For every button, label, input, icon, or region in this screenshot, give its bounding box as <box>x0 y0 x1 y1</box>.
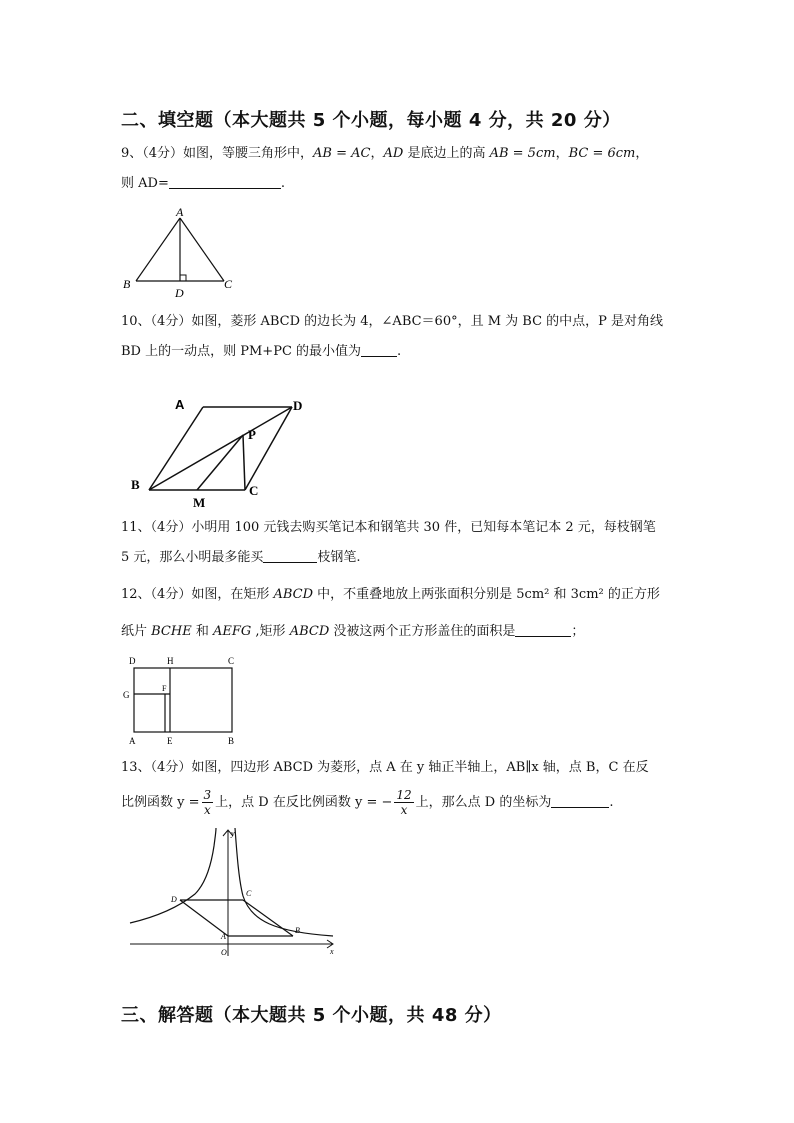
q12-label-a: A <box>129 736 136 746</box>
q10-label-m: M <box>193 495 206 510</box>
q12-text-d: 的正方形 <box>603 587 660 602</box>
q11-ask: 5 元，那么小明最多能买 <box>121 550 264 565</box>
q12-answer-blank[interactable] <box>515 622 571 637</box>
q10-label-b: B <box>131 477 140 492</box>
q13-label-y: y <box>231 829 235 838</box>
q12-text-g: ,矩形 <box>251 624 290 639</box>
q13-frac1-den: x <box>203 803 211 817</box>
q13-end: . <box>609 795 614 810</box>
q9-answer-blank[interactable] <box>169 174 281 189</box>
q12-rect-name2: ABCD <box>289 624 330 639</box>
q13-label-x: x <box>330 947 334 956</box>
q10-answer-blank[interactable] <box>361 342 397 357</box>
q11-line2 <box>121 548 361 568</box>
q10-line1: 10、（4分）如图，菱形 ABCD 的边长为 4，∠ABC＝60°，且 M 为 BC 的中点，P 是对角线 <box>121 314 664 329</box>
q13-frac1-num: 3 <box>203 788 212 802</box>
q12-line2 <box>121 622 584 642</box>
q13-side-da <box>180 900 228 936</box>
q10-rhombus-figure <box>125 393 325 511</box>
q12-label-c: C <box>228 656 235 666</box>
q12-square2: AEFG <box>212 624 252 639</box>
q13-text-a: 比例函数 y = <box>121 795 200 810</box>
q13-label-o: O <box>221 948 227 957</box>
q12-square1: BCHE <box>151 624 192 639</box>
q10-end: . <box>397 344 402 359</box>
q13-frac2-num: 12 <box>396 788 412 802</box>
q12-end: ； <box>571 624 585 639</box>
q9-right-angle-mark <box>180 275 186 281</box>
q9-sep: ， <box>370 146 384 161</box>
q12-text-e: 纸片 <box>121 624 152 639</box>
q13-label-a: A <box>221 932 226 941</box>
q12-line1 <box>121 585 660 605</box>
q10-line2 <box>121 342 401 362</box>
q13-curve-3-over-x <box>235 828 333 936</box>
q13-coordinate-figure <box>125 826 340 961</box>
q12-label-h: H <box>167 656 174 666</box>
q10-label-a: A <box>175 397 185 412</box>
q13-fraction-12-over-x <box>394 788 413 817</box>
q10-diagonal-bd <box>149 407 292 490</box>
q10-label-d: D <box>293 398 303 413</box>
q9-line2 <box>121 174 285 194</box>
q13-curve-neg12-over-x <box>130 828 216 923</box>
q12-text-b: 中，不重叠地放上两张面积分别是 <box>313 587 517 602</box>
q12-text-f: 和 <box>191 624 213 639</box>
q10-segment-pm <box>197 435 243 490</box>
q9-mid-text: 是底边上的高 <box>403 146 490 161</box>
q9-cond-ab-5: AB = 5cm <box>489 146 556 161</box>
q12-label-d: D <box>129 656 136 666</box>
q12-ask: 没被这两个正方形盖住的面积是 <box>329 624 516 639</box>
q11-end: 枝钢笔. <box>317 550 361 565</box>
q10-label-c: C <box>249 483 259 498</box>
section-title-answers: 三、解答题（本大题共 5 个小题，共 48 分） <box>121 1005 502 1026</box>
q13-text-b: 上，点 D 在反比例函数 y = − <box>215 795 393 810</box>
q12-rectangle-figure <box>120 652 245 748</box>
q10-ask: BD 上的一动点，则 PM+PC 的最小值为 <box>121 344 362 359</box>
q9-end1: ， <box>635 146 649 161</box>
q10-segment-pc <box>243 435 245 490</box>
q13-fraction-3-over-x <box>202 788 214 817</box>
q12-rect-abcd <box>134 668 232 732</box>
q12-label-e: E <box>167 736 173 746</box>
q10-side-ab <box>149 407 203 490</box>
q12-label-f: F <box>162 684 167 693</box>
q13-label-d: D <box>171 895 177 904</box>
q12-label-b: B <box>228 736 235 746</box>
q13-label-b: B <box>295 926 300 935</box>
section-title-fill-blank: 二、填空题（本大题共 5 个小题，每小题 4 分，共 20 分） <box>121 110 621 131</box>
q9-end2: . <box>280 176 285 191</box>
q13-line1: 13、（4分）如图，四边形 ABCD 为菱形，点 A 在 y 轴正半轴上，AB∥x 轴，点 B，C 在反 <box>121 760 649 775</box>
q9-label-c: C <box>224 277 233 291</box>
q10-side-cd <box>245 407 292 490</box>
q9-label-d: D <box>175 286 184 300</box>
q9-cond-bc-6: BC = 6cm <box>568 146 636 161</box>
q13-line2 <box>121 788 614 818</box>
q12-area2: 3cm² <box>570 587 604 602</box>
q13-side-cb <box>243 900 293 936</box>
q13-answer-blank[interactable] <box>551 793 609 808</box>
q9-cond-ad: AD <box>383 146 404 161</box>
q9-line1 <box>121 144 648 164</box>
q10-label-p: P <box>248 427 256 442</box>
q9-triangle-figure <box>118 203 243 301</box>
q13-ask: 上，那么点 D 的坐标为 <box>415 795 552 810</box>
q11-line1: 11、（4分）小明用 100 元钱去购买笔记本和钢笔共 30 件，已知每本笔记本 2 元，每枝钢笔 <box>121 520 656 535</box>
q9-label-b: B <box>123 277 131 291</box>
q11-answer-blank[interactable] <box>263 548 317 563</box>
q13-label-c: C <box>246 889 252 898</box>
q9-ask: 则 AD= <box>121 176 169 191</box>
q9-sep2: ， <box>555 146 569 161</box>
q12-rect-name: ABCD <box>273 587 314 602</box>
q9-side-ab <box>136 218 180 281</box>
q12-area1: 5cm² <box>516 587 550 602</box>
q9-label-a: A <box>176 205 184 219</box>
q13-frac2-den: x <box>400 803 408 817</box>
q12-label-g: G <box>123 690 130 700</box>
q9-side-ac <box>180 218 224 281</box>
q9-cond-ab-ac: AB = AC <box>313 146 371 161</box>
q12-prefix: 12、（4分）如图，在矩形 <box>121 587 274 602</box>
q9-prefix: 9、（4分）如图，等腰三角形中， <box>121 146 314 161</box>
q12-text-c: 和 <box>549 587 571 602</box>
